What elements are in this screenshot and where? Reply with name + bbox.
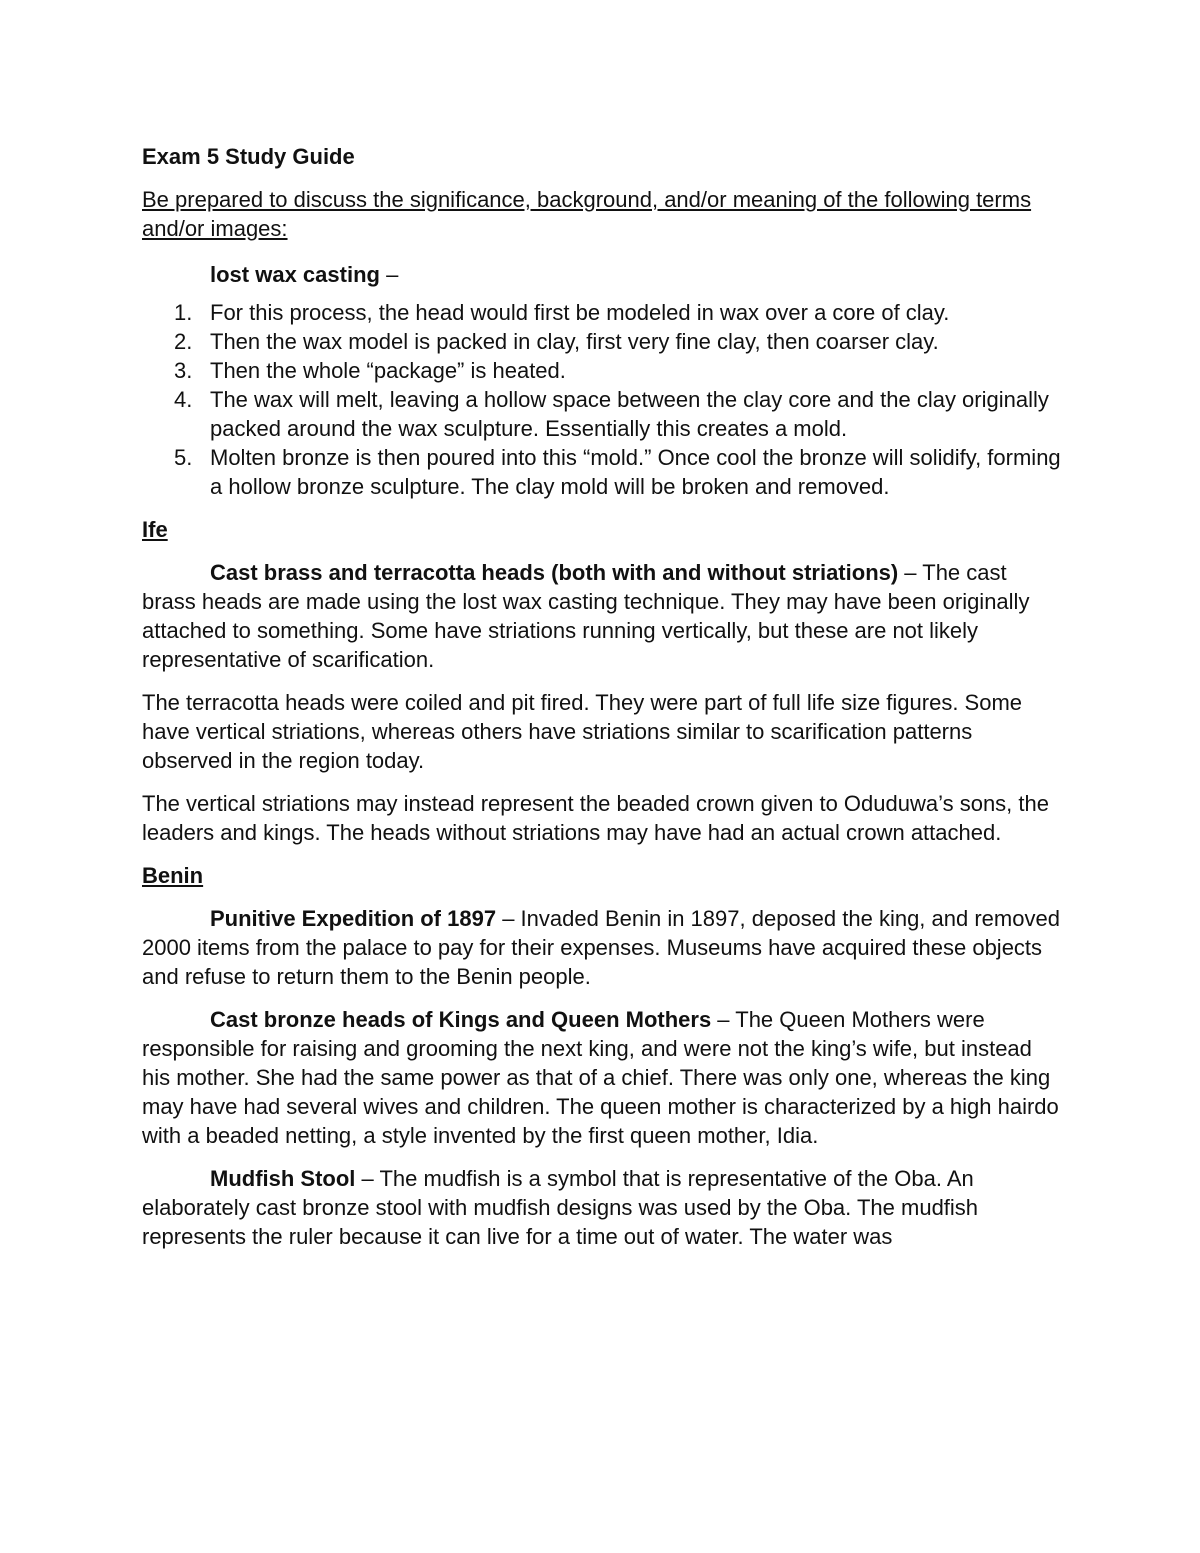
list-item	[142, 298, 1062, 327]
list-item-number: 5.	[174, 445, 193, 470]
ife-cast-heads-term: Cast brass and terracotta heads (both with and without striations)	[210, 560, 899, 585]
ife-cast-heads-text: – The cast brass heads are made using the lost wax casting technique. They may have been originally attached to something. Some have striations running vertically, but these are not likely representative of scarification.	[142, 560, 1030, 672]
lost-wax-steps-list	[142, 298, 1062, 501]
list-item-text: For this process, the head would first be modeled in wax over a core of clay.	[210, 300, 950, 325]
benin-punitive-paragraph	[142, 904, 1062, 991]
lost-wax-term: lost wax casting	[210, 262, 380, 287]
benin-mudfish-paragraph	[142, 1164, 1062, 1251]
list-item	[142, 385, 1062, 443]
intro-instructions: Be prepared to discuss the significance, background, and/or meaning of the following terms and/or images:	[142, 187, 1032, 241]
ife-terracotta-paragraph: The terracotta heads were coiled and pit fired. They were part of full life size figures. Some have vertical striations, whereas others have striations similar to scarification patterns observed in the region today.	[142, 690, 1023, 773]
list-item	[142, 356, 1062, 385]
list-item	[142, 443, 1062, 501]
benin-cast-bronze-term: Cast bronze heads of Kings and Queen Mothers	[210, 1007, 712, 1032]
list-item-text: Molten bronze is then poured into this “mold.” Once cool the bronze will solidify, forming a hollow bronze sculpture. The clay mold will be broken and removed.	[210, 445, 1061, 499]
list-item-number: 3.	[174, 358, 193, 383]
list-item-number: 2.	[174, 329, 193, 354]
ife-vertical-striations-paragraph: The vertical striations may instead represent the beaded crown given to Oduduwa’s sons, the leaders and kings. The heads without striations may have had an actual crown attached.	[142, 791, 1049, 845]
list-item-text: Then the whole “package” is heated.	[210, 358, 566, 383]
section-heading-benin: Benin	[142, 863, 204, 888]
list-item-text: The wax will melt, leaving a hollow space between the clay core and the clay originally packed around the wax sculpture. Essentially this creates a mold.	[210, 387, 1049, 441]
list-item-text: Then the wax model is packed in clay, first very fine clay, then coarser clay.	[210, 329, 939, 354]
benin-punitive-text: – Invaded Benin in 1897, deposed the king, and removed 2000 items from the palace to pay for their expenses. Museums have acquired these objects and refuse to return them to the Benin people.	[142, 906, 1060, 989]
list-item-number: 1.	[174, 300, 193, 325]
document-title: Exam 5 Study Guide	[142, 144, 355, 169]
ife-cast-heads-paragraph	[142, 558, 1062, 674]
benin-cast-bronze-text: – The Queen Mothers were responsible for raising and grooming the next king, and were not the king’s wife, but instead his mother. She had the same power as that of a chief. There was only one, whereas the king may have had several wives and children. The queen mother is characterized by a high hairdo with a beaded netting, a style invented by the first queen mother, Idia.	[142, 1007, 1059, 1148]
lost-wax-dash: –	[379, 262, 399, 287]
list-item-number: 4.	[174, 387, 193, 412]
benin-mudfish-term: Mudfish Stool	[210, 1166, 356, 1191]
lost-wax-term-line	[142, 260, 1062, 289]
document-page	[142, 142, 1062, 1265]
benin-cast-bronze-paragraph	[142, 1005, 1062, 1150]
benin-punitive-term: Punitive Expedition of 1897	[210, 906, 497, 931]
section-heading-ife: Ife	[142, 517, 168, 542]
list-item	[142, 327, 1062, 356]
benin-mudfish-text: – The mudfish is a symbol that is representative of the Oba. An elaborately cast bronze stool with mudfish designs was used by the Oba. The mudfish represents the ruler because it can live for a time out of water. The water was	[142, 1166, 979, 1249]
